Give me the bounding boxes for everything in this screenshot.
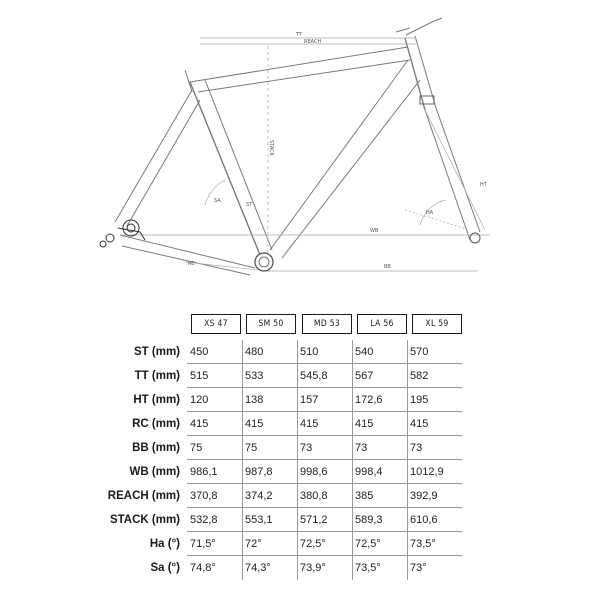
cell-reach-md: 380,8 [300,490,328,502]
cell-reach-xl: 392,9 [410,490,438,502]
cell-sa-xs: 74,8° [190,562,216,574]
label-sa: SA [214,198,221,204]
cell-wb-la: 998,4 [355,466,383,478]
bottom-bracket-shell [255,253,273,271]
row-label-st: ST (mm) [134,346,180,358]
label-reach: REACH [304,39,322,45]
size-header-sm: SM 50 [246,314,296,334]
label-rc: RC [188,261,195,267]
cell-bb-sm: 75 [245,442,258,454]
row-divider [187,435,462,436]
dimension-lines [122,38,490,271]
cell-ht-xs: 120 [190,394,209,406]
row-label-tt: TT (mm) [134,370,180,382]
cell-tt-sm: 533 [245,370,264,382]
size-header-xs: XS 47 [191,314,241,334]
label-tt: TT [296,32,303,38]
cell-reach-la: 385 [355,490,374,502]
cell-ha-xs: 71,5° [190,538,216,550]
column-divider [407,340,408,580]
row-divider [187,507,462,508]
row-divider [187,531,462,532]
row-divider [187,387,462,388]
cell-stack-xs: 532,8 [190,514,218,526]
cell-tt-xs: 515 [190,370,209,382]
cell-st-la: 540 [355,346,374,358]
cell-sa-md: 73,9° [300,562,326,574]
cell-bb-xl: 73 [410,442,423,454]
row-label-stack: STACK (mm) [109,514,180,526]
cell-stack-sm: 553,1 [245,514,273,526]
front-dropout [470,233,480,243]
cell-sa-la: 73,5° [355,562,381,574]
row-divider [187,363,462,364]
cell-wb-xl: 1012,9 [410,466,444,478]
cell-stack-xl: 610,6 [410,514,438,526]
label-ha: HA [426,210,434,216]
column-divider [297,340,298,580]
row-divider [187,483,462,484]
cell-bb-xs: 75 [190,442,203,454]
cell-rc-md: 415 [300,418,319,430]
row-divider [187,555,462,556]
cell-wb-md: 998,6 [300,466,328,478]
label-wb: WB [370,228,379,234]
cell-rc-xl: 415 [410,418,429,430]
cell-st-md: 510 [300,346,319,358]
row-label-sa: Sa (°) [150,562,180,574]
row-divider [187,459,462,460]
rear-derailleur-area [100,220,145,247]
cell-reach-xs: 370,8 [190,490,218,502]
cell-st-sm: 480 [245,346,264,358]
cell-ht-la: 172,6 [355,394,383,406]
cell-rc-xs: 415 [190,418,209,430]
cell-tt-xl: 582 [410,370,429,382]
frame-outline [115,18,480,275]
cell-stack-md: 571,2 [300,514,328,526]
cell-ht-md: 157 [300,394,319,406]
column-divider [352,340,353,580]
size-header-md: MD 53 [302,314,352,334]
column-divider [242,340,243,580]
cell-wb-xs: 986,1 [190,466,218,478]
cell-sa-sm: 74,3° [245,562,271,574]
row-label-ha: Ha (°) [149,538,180,550]
cell-ht-xl: 195 [410,394,429,406]
label-stack: STACK [268,140,274,156]
label-st: ST [246,202,253,208]
label-ht: HT [480,182,487,188]
cell-stack-la: 589,3 [355,514,383,526]
row-label-rc: RC (mm) [132,418,180,430]
row-label-ht: HT (mm) [133,394,180,406]
cell-ha-la: 72,5° [355,538,381,550]
size-header-la: LA 56 [357,314,407,334]
cell-ha-sm: 72° [245,538,262,550]
cell-tt-md: 545,8 [300,370,328,382]
row-label-bb: BB (mm) [132,442,180,454]
geometry-table [0,308,600,598]
cell-ha-xl: 73,5° [410,538,436,550]
row-label-wb: WB (mm) [129,466,180,478]
row-label-reach: REACH (mm) [107,490,180,502]
cell-st-xl: 570 [410,346,429,358]
cell-tt-la: 567 [355,370,374,382]
cell-rc-sm: 415 [245,418,264,430]
cell-bb-md: 73 [300,442,313,454]
cell-st-xs: 450 [190,346,209,358]
size-header-xl: XL 59 [412,314,462,334]
label-bb: BB [384,264,391,270]
cell-reach-sm: 374,2 [245,490,273,502]
row-divider [187,411,462,412]
cell-sa-xl: 73° [410,562,427,574]
cell-wb-sm: 987,8 [245,466,273,478]
cell-bb-la: 73 [355,442,368,454]
cell-rc-la: 415 [355,418,374,430]
cell-ht-sm: 138 [245,394,264,406]
cell-ha-md: 72,5° [300,538,326,550]
